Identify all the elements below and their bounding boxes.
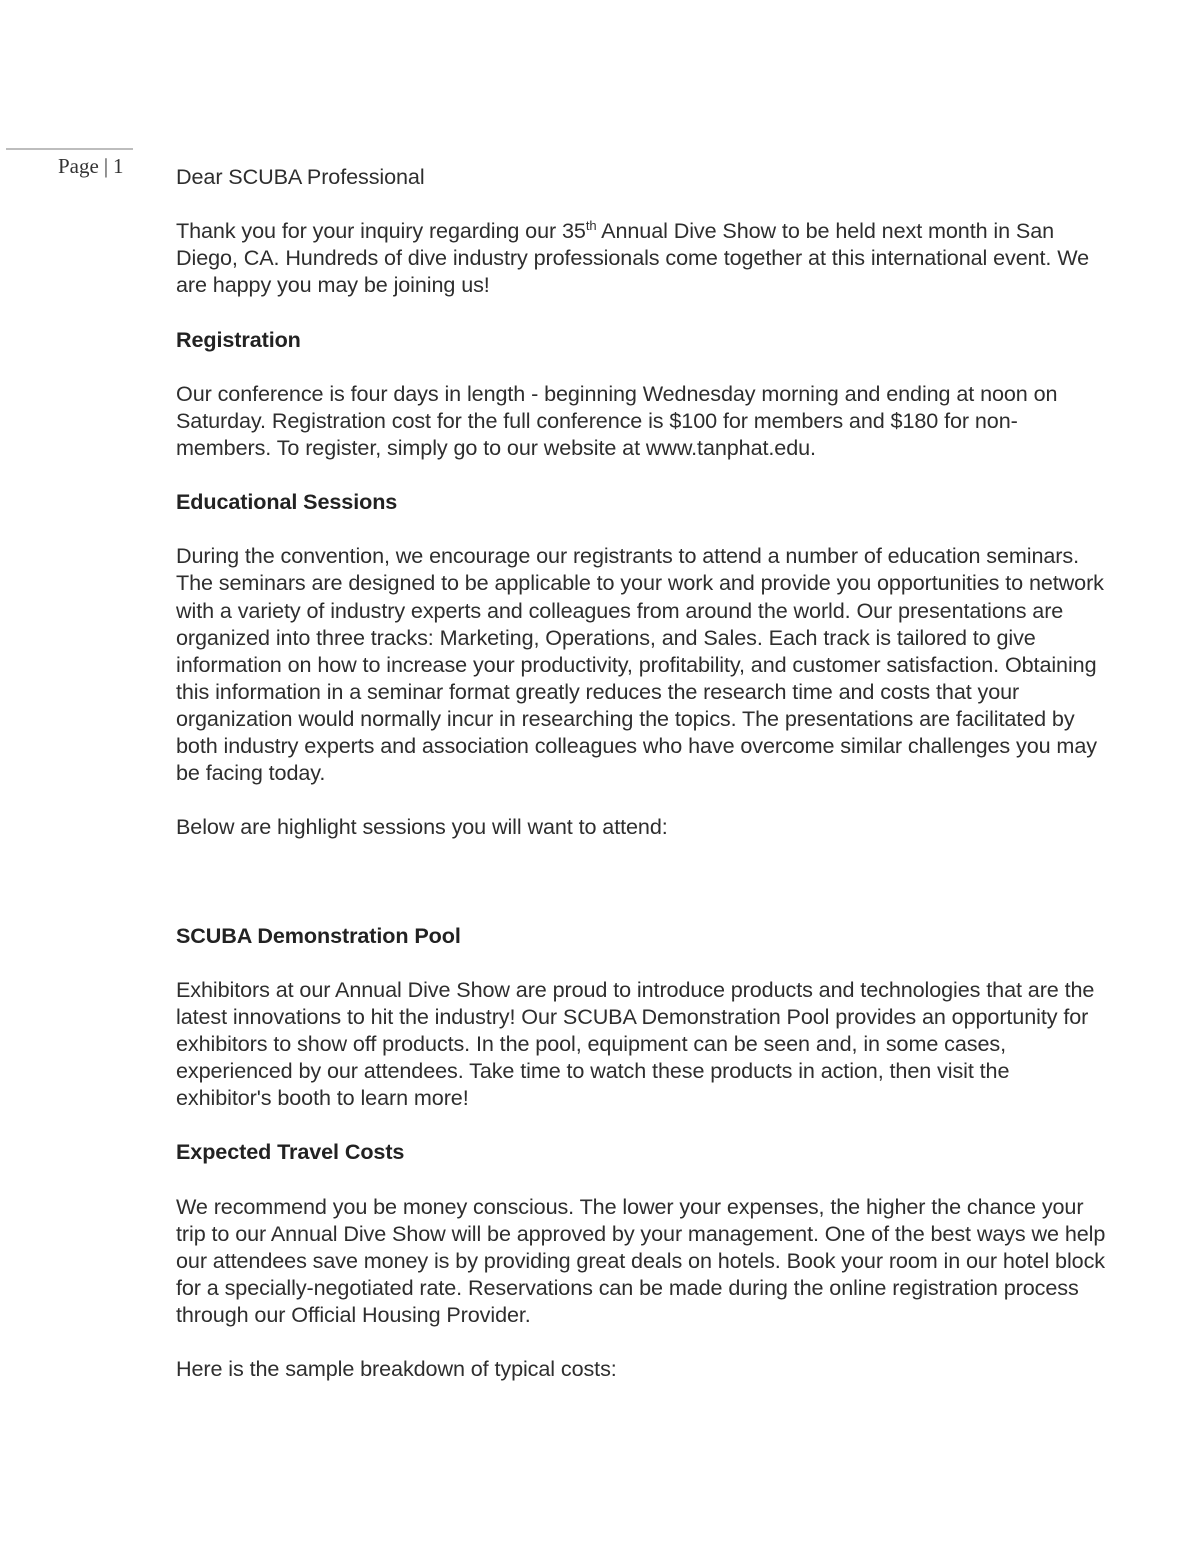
cost-breakdown-intro: Here is the sample breakdown of typical costs: — [176, 1356, 617, 1382]
page-separator: | — [103, 154, 109, 178]
letter-body — [176, 163, 1106, 1409]
highlight-sessions-intro: Below are highlight sessions you will want to attend: — [176, 814, 668, 840]
intro-paragraph — [176, 217, 1106, 298]
blank-space — [176, 867, 1106, 921]
salutation: Dear SCUBA Professional — [176, 164, 425, 189]
demo-pool-heading: SCUBA Demonstration Pool — [176, 922, 461, 948]
demo-pool-paragraph: Exhibitors at our Annual Dive Show are proud to introduce products and technologies that are the latest innovations to hit the industry! Our SCUBA Demonstration Pool provides an opportunity for exhibitors to show off products. In the pool, equipment can be seen and, in some cases, experienced by our attendees. Take time to watch these products in action, then visit the exhibitor's booth to learn more! — [176, 976, 1095, 1111]
registration-paragraph: Our conference is four days in length - beginning Wednesday morning and ending at noon on Saturday. Registration cost for the full conference is $100 for members and $180 for non-members. To register, simply go to our website at www.tanphat.edu. — [176, 380, 1058, 460]
travel-costs-heading: Expected Travel Costs — [176, 1139, 405, 1165]
educational-sessions-paragraph: During the convention, we encourage our registrants to attend a number of education seminars. The seminars are designed to be applicable to your work and provide you opportunities to network with a variety of industry experts and colleagues from around the world. Our presentations are organized into three tracks: Marketing, Operations, and Sales. Each track is tailored to give information on how to increase your productivity, profitability, and customer satisfaction. Obtaining this information in a seminar format greatly reduces the research time and costs that your organization would normally incur in researching the topics. The presentations are facilitated by both industry experts and association colleagues who have overcome similar challenges you may be facing today. — [176, 543, 1104, 786]
header-divider — [6, 148, 133, 150]
page-number: 1 — [113, 154, 124, 178]
travel-costs-paragraph: We recommend you be money conscious. The lower your expenses, the higher the chance your trip to our Annual Dive Show will be approved by your management. One of the best ways we help our attendees save money is by providing great deals on hotels. Book your room in our hotel block for a specially-negotiated rate. Reservations can be made during the online registration process through our Official Housing Provider. — [176, 1193, 1106, 1327]
intro-text-end: Annual Dive Show to be held next month in San Diego, CA. Hundreds of dive industry professionals come together at this international event. We are happy you may be joining us! — [176, 218, 1090, 298]
page-word: Page — [58, 154, 99, 178]
ordinal-suffix: th — [585, 218, 597, 234]
page-number-label — [58, 154, 124, 179]
educational-sessions-heading: Educational Sessions — [176, 489, 398, 515]
intro-text-start: Thank you for your inquiry regarding our 35 — [176, 218, 586, 244]
registration-heading: Registration — [176, 326, 301, 352]
